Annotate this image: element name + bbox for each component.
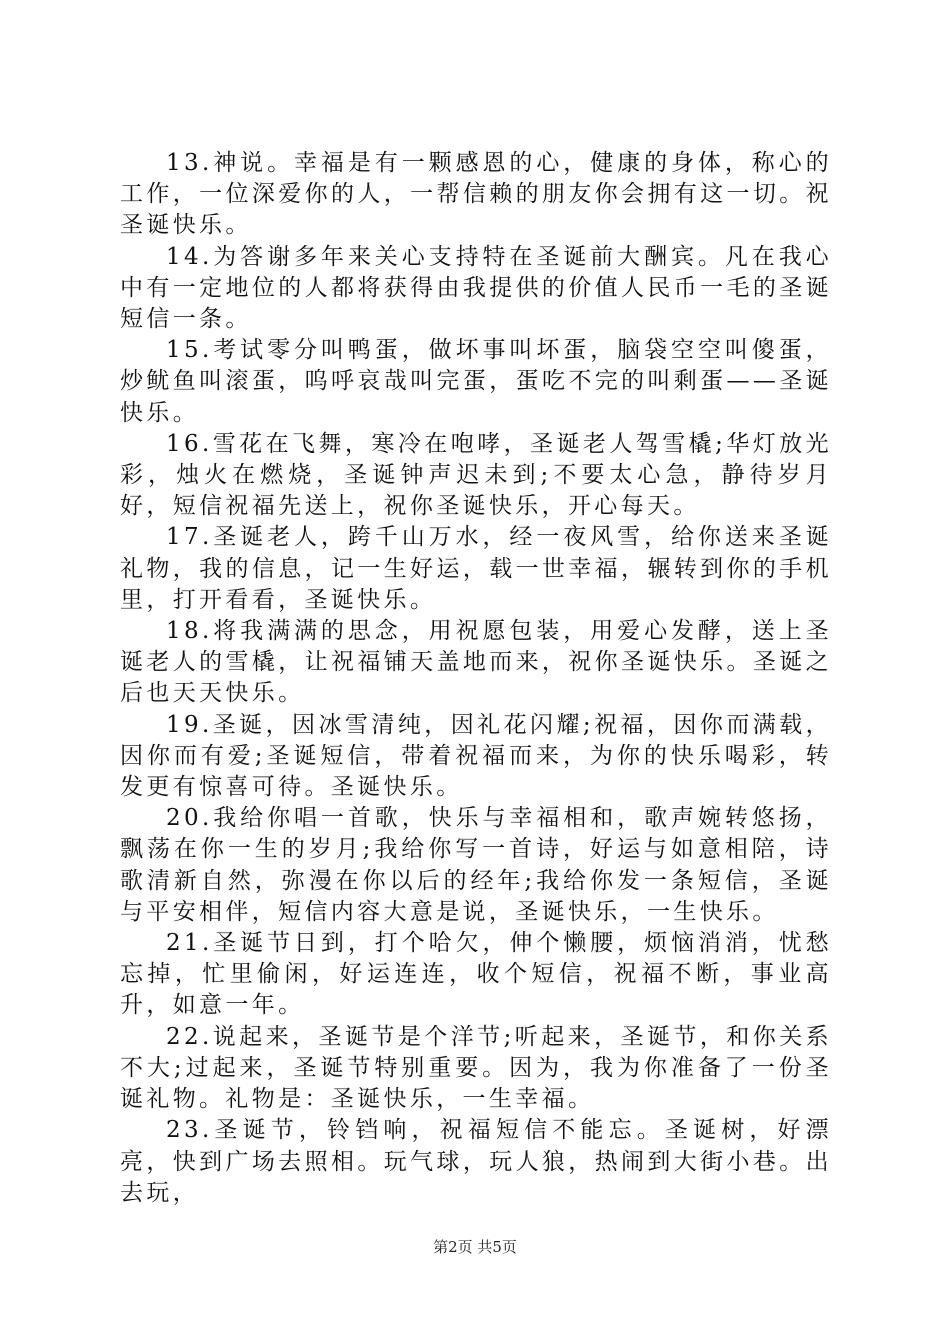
paragraph-14: 14.为答谢多年来关心支持特在圣诞前大酬宾。凡在我心中有一定地位的人都将获得由我提供的价值人民币一毛的圣诞短信一条。 [120, 243, 832, 333]
paragraph-23: 23.圣诞节，铃铛响，祝福短信不能忘。圣诞树，好漂亮，快到广场去照相。玩气球，玩人狼，热闹到大街小巷。出去玩， [120, 1117, 832, 1206]
paragraph-17: 17.圣诞老人，跨千山万水，经一夜风雪，给你送来圣诞礼物，我的信息，记一生好运，载一世幸福，辗转到你的手机里，打开看看，圣诞快乐。 [120, 524, 832, 613]
document-body [120, 148, 832, 1209]
page-footer: 第2页 共5页 [433, 1238, 517, 1256]
paragraph-15: 15.考试零分叫鸭蛋，做坏事叫坏蛋，脑袋空空叫傻蛋，炒鱿鱼叫滚蛋，呜呼哀哉叫完蛋，蛋吃不完的叫剩蛋——圣诞快乐。 [120, 337, 832, 426]
paragraph-22: 22.说起来，圣诞节是个洋节;听起来，圣诞节，和你关系不大;过起来，圣诞节特别重要。因为，我为你准备了一份圣诞礼物。礼物是：圣诞快乐，一生幸福。 [120, 1023, 832, 1113]
paragraph-20: 20.我给你唱一首歌，快乐与幸福相和，歌声婉转悠扬，飘荡在你一生的岁月;我给你写一首诗，好运与如意相陪，诗歌清新自然，弥漫在你以后的经年;我给你发一条短信，圣诞与平安相伴，短信内容大意是说，圣诞快乐，一生快乐。 [120, 805, 832, 925]
paragraph-13: 13.神说。幸福是有一颗感恩的心，健康的身体，称心的工作，一位深爱你的人，一帮信赖的朋友你会拥有这一切。祝圣诞快乐。 [120, 150, 832, 239]
paragraph-21: 21.圣诞节日到，打个哈欠，伸个懒腰，烦恼消消，忧愁忘掉，忙里偷闲，好运连连，收个短信，祝福不断，事业高升，如意一年。 [120, 930, 832, 1019]
paragraph-19: 19.圣诞，因冰雪清纯，因礼花闪耀;祝福，因你而满载，因你而有爱;圣诞短信，带着祝福而来，为你的快乐喝彩，转发更有惊喜可待。圣诞快乐。 [120, 711, 832, 801]
paragraph-16: 16.雪花在飞舞，寒冷在咆哮，圣诞老人驾雪橇;华灯放光彩，烛火在燃烧，圣诞钟声迟未到;不要太心急，静待岁月好，短信祝福先送上，祝你圣诞快乐，开心每天。 [120, 430, 832, 520]
paragraph-18: 18.将我满满的思念，用祝愿包装，用爱心发酵，送上圣诞老人的雪橇，让祝福铺天盖地而来，祝你圣诞快乐。圣诞之后也天天快乐。 [120, 618, 832, 707]
